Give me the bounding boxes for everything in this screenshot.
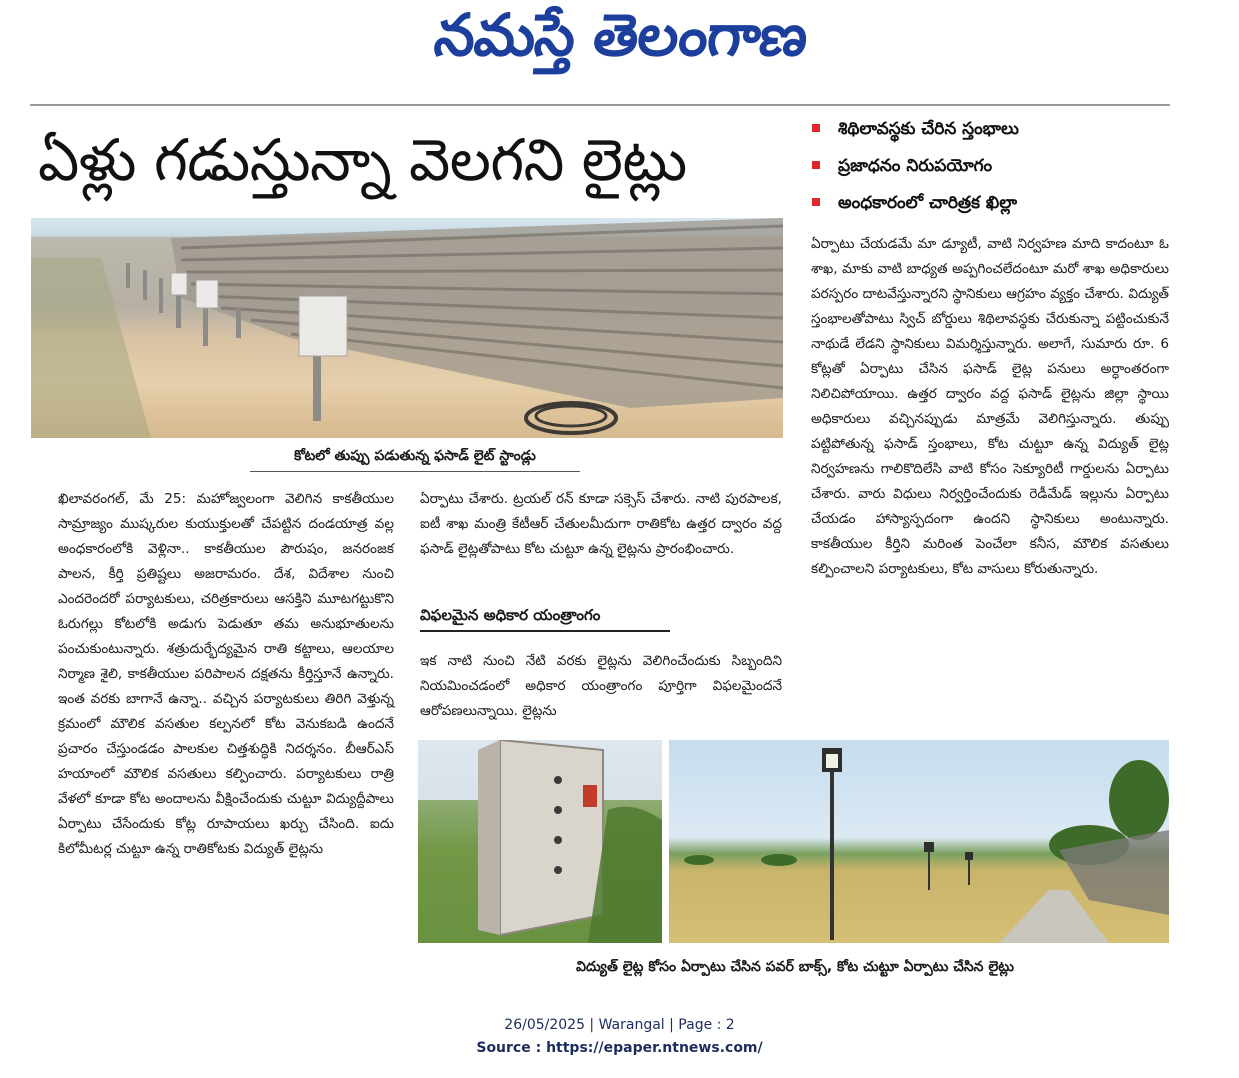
masthead (0, 2, 1239, 82)
highlight-text: ప్రజాధనం నిరుపయోగం (838, 156, 993, 176)
article-column-3: ఏర్పాటు చేయడమే మా డ్యూటీ, వాటి నిర్వహణ మాది కాదంటూ ఓ శాఖ, మాకు వాటి బాధ్యత అప్పగించలేదంటూ మరో శాఖ అధికారులు పరస్పరం దాటవేస్తున్నారని స్థానికులు ఆగ్రహం వ్యక్తం చేశారు. విద్యుత్ స్తంభాలతోపాటు స్విచ్ బోర్డులు శిథిలావస్థకు చేరుకున్నా పట్టించుకునే నాథుడే లేడని స్థానికులు విమర్శిస్తున్నారు. అలాగే, సుమారు రూ. 6 కోట్లతో ఏర్పాటు చేసిన ఫసాడ్ లైట్ల పనులు అర్ధాంతరంగా నిలిచిపోయాయి. ఉత్తర ద్వారం వద్ద ఫసాడ్ లైట్లను జిల్లా స్థాయి అధికారులు వచ్చినప్పుడు మాత్రమే వెలిగిస్తున్నారు. తుప్పు పట్టిపోతున్న ఫసాడ్ స్తంభాలు, కోట చుట్టూ ఉన్న విద్యుత్ లైట్ల నిర్వహణను గాలికొదిలేసి వాటి కోసం సెక్యూరిటీ గార్డులను ఏర్పాటు చేశారు. వారు విధులు నిర్వర్తించేందుకు రెడీమేడ్ ఇల్లును ఏర్పాటు చేయడం హాస్యాస్పదంగా ఉందని స్థానికులు అంటున్నారు. కాకతీయుల కీర్తిని మరింత పెంచేలా కనీస, మౌలిక వసతులు కల్పించాలని పర్యాటకులు, కోట వాసులు కోరుతున్నారు. (811, 236, 1169, 577)
field-lamps-illustration (669, 740, 1169, 943)
article-column-2-continued: ఇక నాటి నుంచి నేటి వరకు లైట్లను వెలిగించేందుకు సిబ్బందిని నియమించడంలో అధికార యంత్రాంగం పూర్తిగా విఫలమైందనే ఆరోపణలున్నాయి. లైట్లను (420, 653, 782, 719)
bullet-icon (812, 198, 820, 206)
power-box-illustration (418, 740, 662, 943)
main-photo-caption: కోటలో తుప్పు పడుతున్న ఫసాడ్ లైట్ స్టాండ్లు (250, 441, 580, 472)
bullet-icon (812, 124, 820, 132)
photo-power-box (418, 740, 662, 943)
newspaper-logo: నమస్తే తెలంగాణ (430, 0, 810, 69)
highlight-text: శిథిలావస్థకు చేరిన స్తంభాలు (838, 119, 1019, 139)
highlight-item (808, 155, 1168, 192)
edition-info: 26/05/2025 | Warangal | Page : 2 (504, 1017, 735, 1033)
photo-fort-lights-field (669, 740, 1169, 943)
article-column-2: ఏర్పాటు చేశారు. ట్రయల్ రన్ కూడా సక్సెస్ చేశారు. నాటి పురపాలక, ఐటీ శాఖ మంత్రి కేటీఆర్ చేతులమీదుగా రాతికోట ఉత్తర ద్వారం వద్ద ఫసాడ్ లైట్లతోపాటు కోట చుట్టూ ఉన్న లైట్లను ప్రారంభించారు. (420, 491, 782, 557)
fort-steps-illustration (31, 218, 783, 438)
highlights-list (808, 118, 1168, 229)
bottom-photos-caption: విద్యుత్ లైట్ల కోసం ఏర్పాటు చేసిన పవర్ బాక్స్, కోట చుట్టూ ఏర్పాటు చేసిన లైట్లు (576, 959, 1014, 975)
article-column-1: ఖిలావరంగల్, మే 25: మహోజ్వలంగా వెలిగిన కాకతీయుల సామ్రాజ్యం ముష్కరుల కుయుక్తులతో చేపట్టిన దండయాత్ర వల్ల అంధకారంలోకి వెళ్లినా.. కాకతీయుల పౌరుషం, జనరంజక పాలన, కీర్తి ప్రతిష్టలు అజరామరం. దేశ, విదేశాల నుంచి ఎందరెందరో పర్యాటకులు, చరిత్రకారులు ఆసక్తిని మూటగట్టుకొని ఓరుగల్లు కోటలోకి అడుగు పెడుతూ తమ అనుభూతులను పంచుకుంటున్నారు. శత్రుదుర్భేద్యమైన రాతి కట్టాలు, ఆలయాల నిర్మాణ శైలి, కాకతీయుల పరిపాలన దక్షతను కీర్తిస్తూనే ఉన్నారు. ఇంత వరకు బాగానే ఉన్నా.. వచ్చిన పర్యాటకులు తిరిగి వెళ్తున్న క్రమంలో మౌలిక వసతుల కల్పనలో కోట వెనుకబడి ఉందనే ప్రచారం చేస్తుండడం పాలకుల చిత్తశుద్ధికి నిదర్శనం. బీఆర్ఎస్ హయాంలో మౌలిక వసతులు కల్పించారు. పర్యాటకులు రాత్రి వేళలో కూడా కోట అందాలను వీక్షించేందుకు చుట్టూ విద్యుద్దీపాలు ఏర్పాటు చేసేందుకు కోట్ల రూపాయలు ఖర్చు చేసింది. ఐదు కిలోమీటర్ల చుట్టూ ఉన్న రాతికోటకు విద్యుత్ లైట్లను (58, 491, 394, 857)
highlight-item (808, 192, 1168, 229)
photo-fort-light-stands (31, 218, 783, 438)
article-subheading: విఫలమైన అధికార యంత్రాంగం (420, 600, 670, 632)
source-link[interactable]: Source : https://epaper.ntnews.com/ (476, 1040, 763, 1056)
header-divider (30, 104, 1170, 106)
highlight-text: అంధకారంలో చారిత్రక ఖిల్లా (838, 193, 1018, 213)
highlight-item (808, 118, 1168, 155)
article-headline: ఏళ్లు గడుస్తున్నా వెలగని లైట్లు (38, 126, 687, 194)
bullet-icon (812, 161, 820, 169)
